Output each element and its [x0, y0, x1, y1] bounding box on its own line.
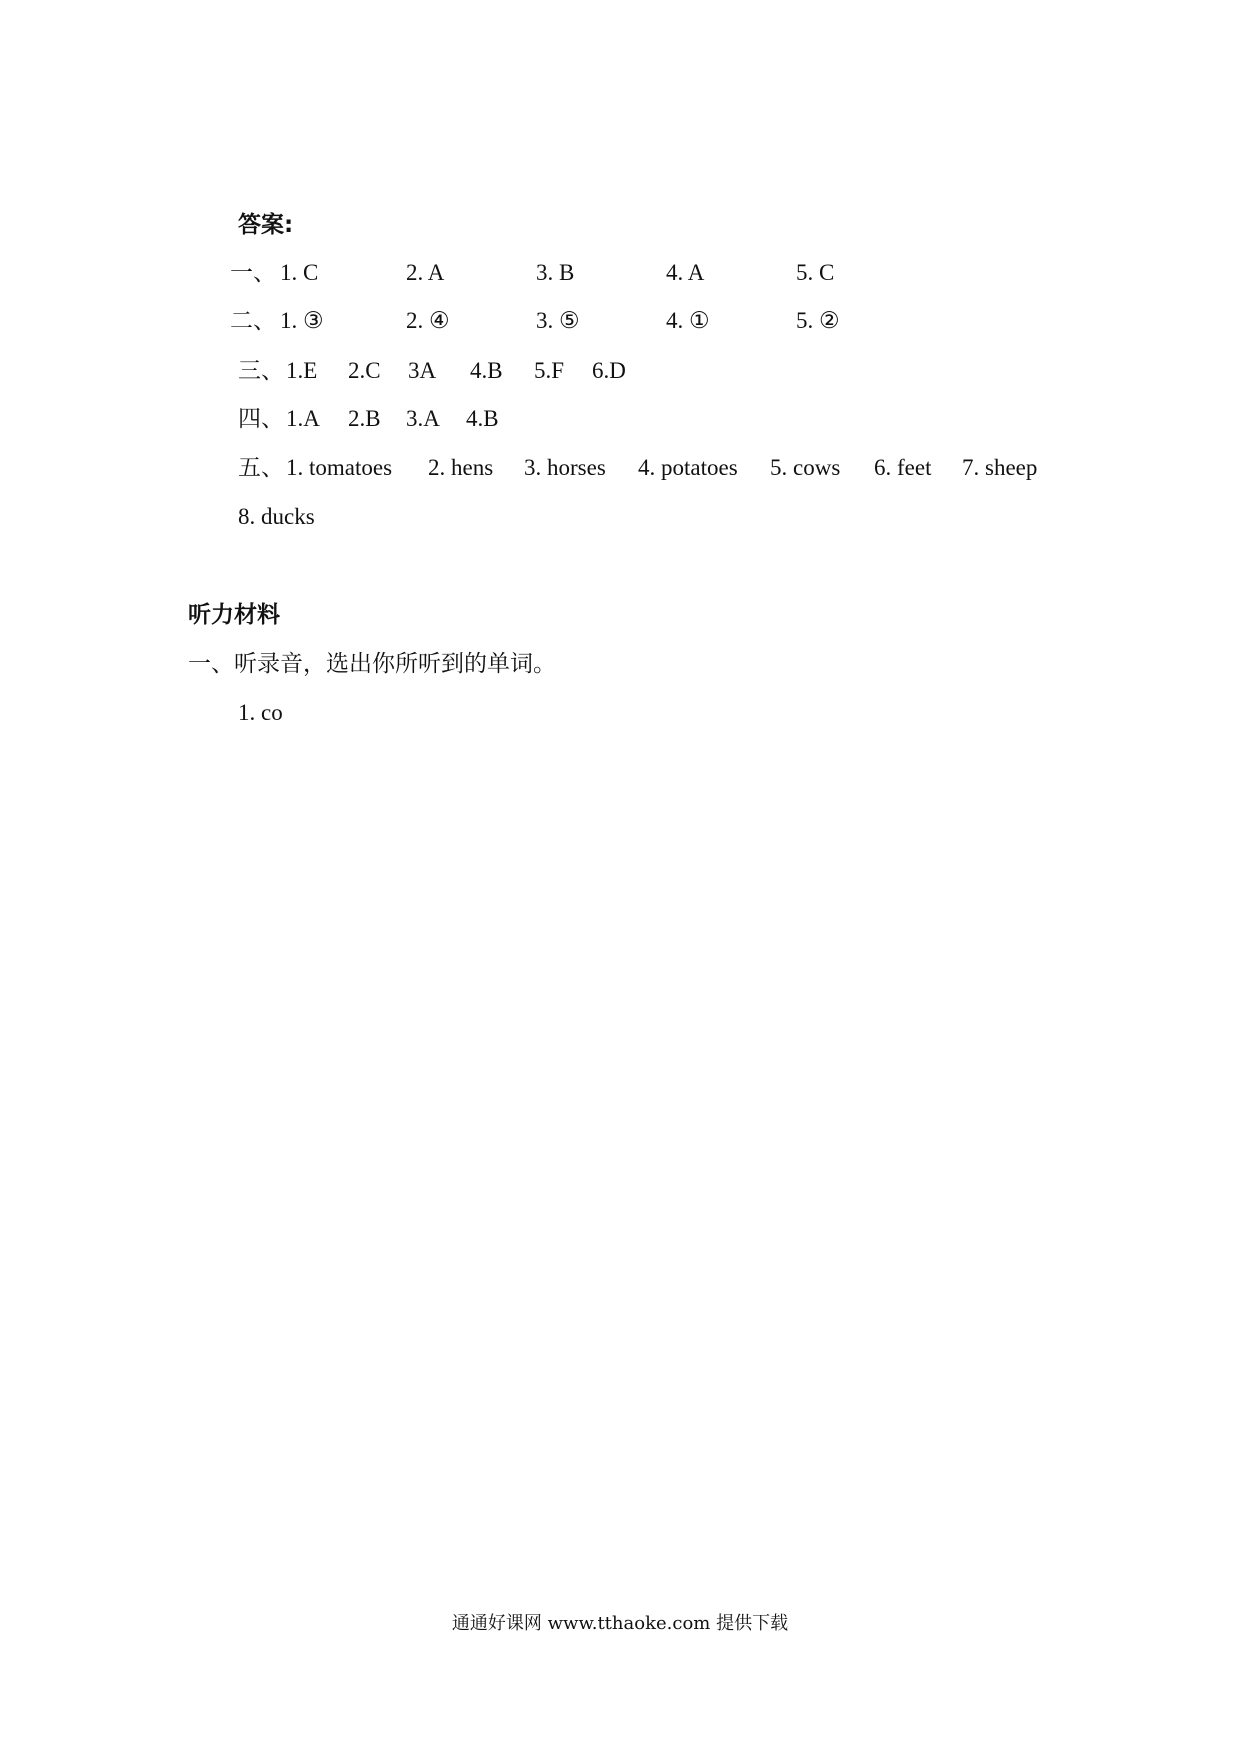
- answer-item: 3A: [408, 358, 437, 383]
- answer-item: 4. potatoes: [638, 455, 738, 480]
- answer-item: 5. ②: [796, 308, 840, 333]
- answer-item: 4.B: [470, 358, 503, 383]
- answer-item: 6. feet: [874, 455, 932, 480]
- answer-item: 2.C: [348, 358, 381, 383]
- answer-item: 2. ④: [406, 308, 450, 333]
- answer-item: 4. A: [666, 260, 705, 285]
- section-prefix: 一、: [230, 260, 276, 285]
- answer-item: 3. horses: [524, 455, 606, 480]
- answer-item: 2.B: [348, 406, 381, 431]
- answer-item: 3.A: [406, 406, 440, 431]
- answer-item: 5. C: [796, 260, 835, 285]
- section-prefix: 二、: [230, 308, 276, 333]
- listening-section-1-title: 一、听录音，选出你所听到的单词。: [188, 651, 556, 676]
- answer-item: 4. ①: [666, 308, 710, 333]
- answer-section-1: [230, 258, 1130, 288]
- answers-heading: 答案:: [238, 212, 294, 238]
- answer-item: 7. sheep: [962, 455, 1038, 480]
- section-prefix: 四、: [238, 406, 284, 431]
- answer-item: 6.D: [592, 358, 626, 383]
- answer-section-5-continued: 8. ducks: [238, 504, 315, 529]
- answer-section-3: [238, 356, 1138, 386]
- answer-item: 2. A: [406, 260, 445, 285]
- page-footer: 通通好课网 www.tthaoke.com 提供下载: [451, 1613, 789, 1634]
- answer-item: 1.A: [286, 406, 320, 431]
- section-prefix: 三、: [238, 358, 284, 383]
- answer-section-4: [238, 404, 1138, 434]
- answer-item: 1.E: [286, 358, 318, 383]
- listening-item-1: 1. co: [238, 700, 283, 725]
- answer-section-5: [238, 453, 1138, 483]
- answer-item: 5.F: [534, 358, 565, 383]
- section-prefix: 五、: [238, 455, 284, 480]
- answer-item: 1. C: [280, 260, 319, 285]
- answer-item: 4.B: [466, 406, 499, 431]
- listening-heading: 听力材料: [188, 602, 280, 628]
- answer-item: 3. B: [536, 260, 575, 285]
- answer-item: 1. ③: [280, 308, 324, 333]
- answer-section-2: [230, 306, 1130, 336]
- answer-item: 3. ⑤: [536, 308, 580, 333]
- answer-item: 5. cows: [770, 455, 841, 480]
- answer-item: 2. hens: [428, 455, 494, 480]
- answer-item: 1. tomatoes: [286, 455, 393, 480]
